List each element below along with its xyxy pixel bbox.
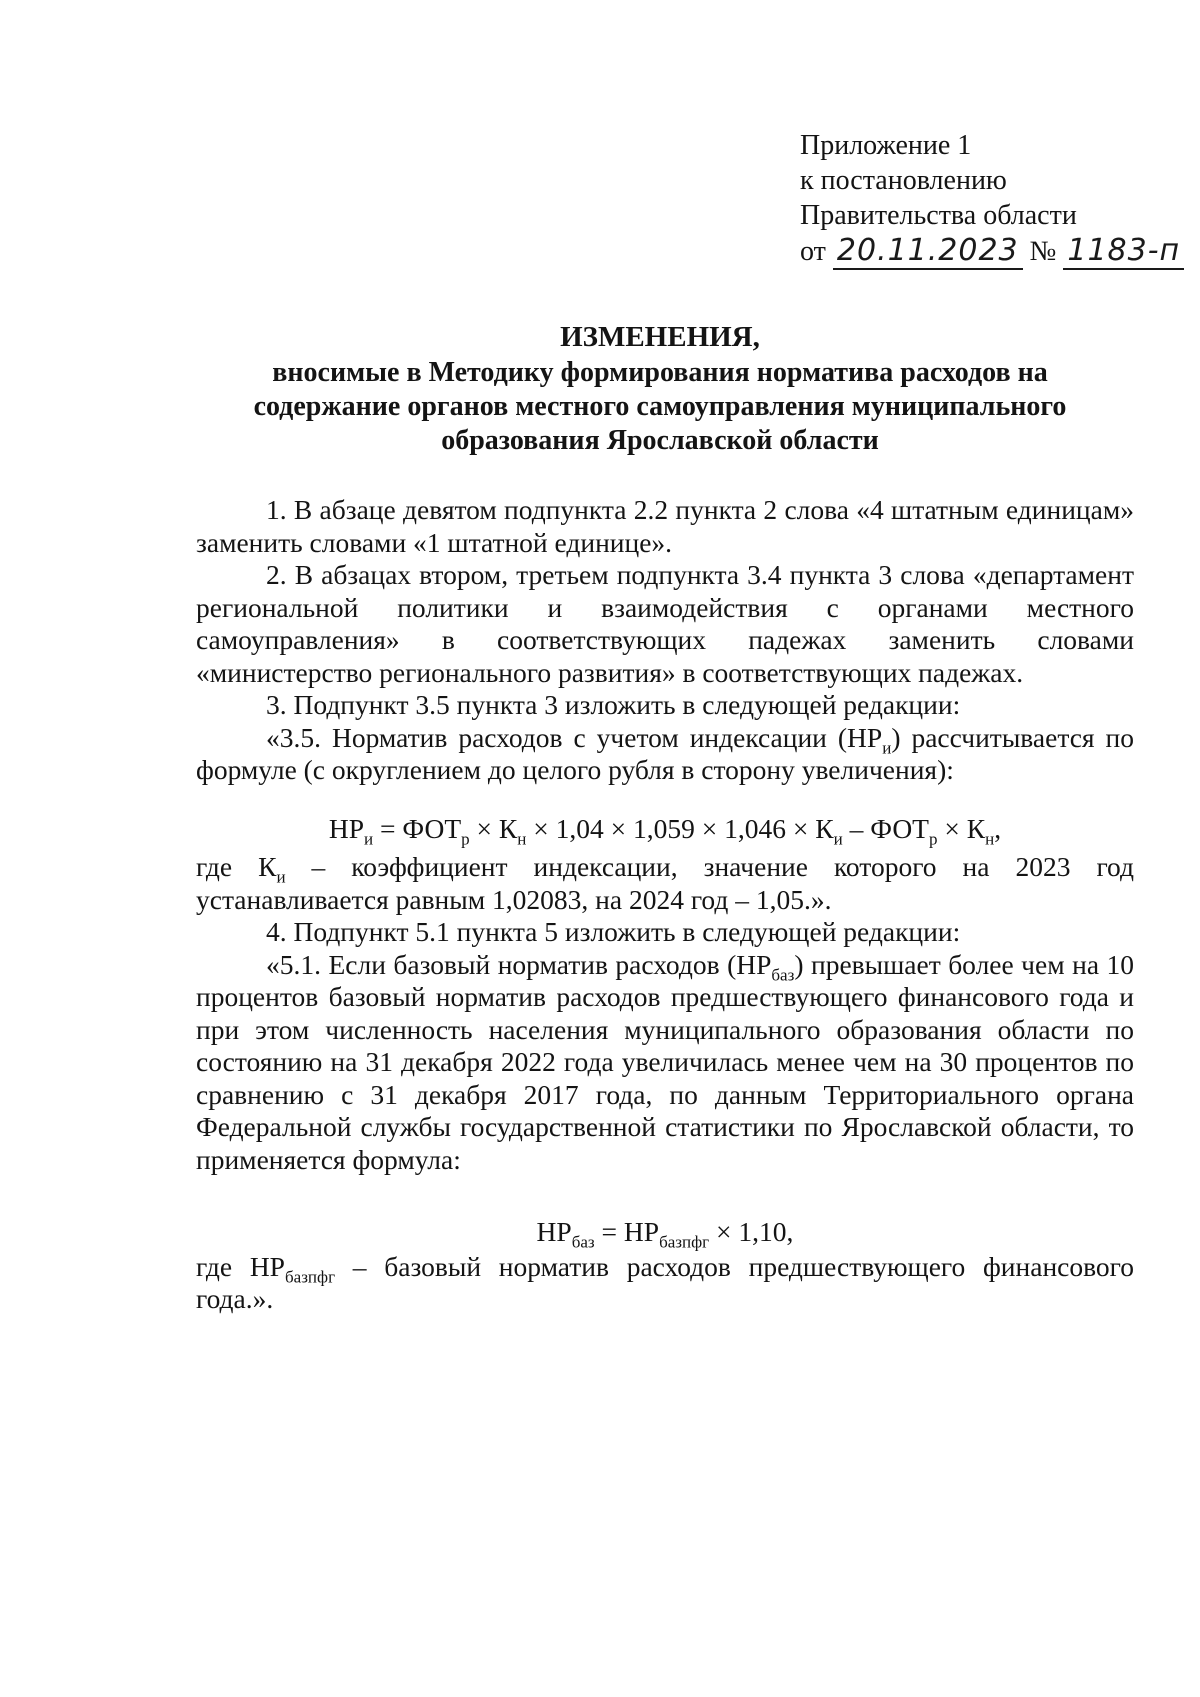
item-3: 3. Подпункт 3.5 пункта 3 изложить в следующей редакции: xyxy=(266,689,961,720)
appendix-block xyxy=(800,128,1184,269)
item-4-text: «5.1. Если базовый норматив расходов $(НР_{баз})$ превышает более чем на 10 процентов базовый норматив расходов предшествующего финансового года и при этом численность населения муниципального образования области по состоянию на 31 декабря 2022 года увеличилась менее чем на 30 процентов по сравнению с 31 декабря 2017 года, по данным Территориального органа Федеральной службы государственной статистики по Ярославской области, то применяется формула: xyxy=(196,948,1134,1175)
handwritten-date: 20.11.2023 xyxy=(833,233,1023,270)
title-line-2: содержание органов местного самоуправления муниципального xyxy=(253,391,1067,422)
title-line-3: образования Ярославской области xyxy=(441,425,879,456)
title-heading: ИЗМЕНЕНИЯ, xyxy=(560,321,760,353)
item-3-text: «3.5. Норматив расходов с учетом индексации $(НР_и)$ рассчитывается по формуле (с округлением до целого рубля в сторону увеличения): xyxy=(196,721,1134,785)
title-line-1: вносимые в Методику формирования норматива расходов на xyxy=(272,357,1048,388)
handwritten-number: 1183-п xyxy=(1063,233,1184,270)
appendix-date-line xyxy=(800,233,1184,269)
document-title xyxy=(150,320,1170,458)
formula-1-explanation: где $К_и$ – коэффициент индексации, значение которого на 2023 год устанавливается равным 1,02083, на 2024 год – 1,05.». xyxy=(196,851,1134,915)
date-prefix: от xyxy=(800,236,826,267)
appendix-line-3: Правительства области xyxy=(800,200,1077,231)
item-2: 2. В абзацах втором, третьем подпункта 3.4 пункта 3 слова «департамент региональной политики и взаимодействия с органами местного самоуправления» в соответствующих падежах заменить словами «министерство регионального развития» в соответствующих падежах. xyxy=(196,559,1134,688)
appendix-line-1: Приложение 1 xyxy=(800,130,972,161)
item-4: 4. Подпункт 5.1 пункта 5 изложить в следующей редакции: xyxy=(266,916,961,947)
item-1: 1. В абзаце девятом подпункта 2.2 пункта 2 слова «4 штатным единицам» заменить словами «1 штатной единице». xyxy=(196,494,1134,558)
document-body xyxy=(196,494,1134,1316)
formula-2: $НР_{баз} = НР_{базпфг} \times 1,10$, xyxy=(536,1216,794,1252)
formula-1: $НР_и = ФОТ_р \times К_н \times 1,04 \times 1,059 \times 1,046 \times К_и - ФОТ_р \times К_н$, xyxy=(328,812,1002,848)
appendix-line-2: к постановлению xyxy=(800,165,1007,196)
formula-2-explanation: где $НР_{базпфг}$ – базовый норматив расходов предшествующего финансового года.». xyxy=(196,1250,1135,1314)
number-sign: № xyxy=(1029,236,1057,267)
